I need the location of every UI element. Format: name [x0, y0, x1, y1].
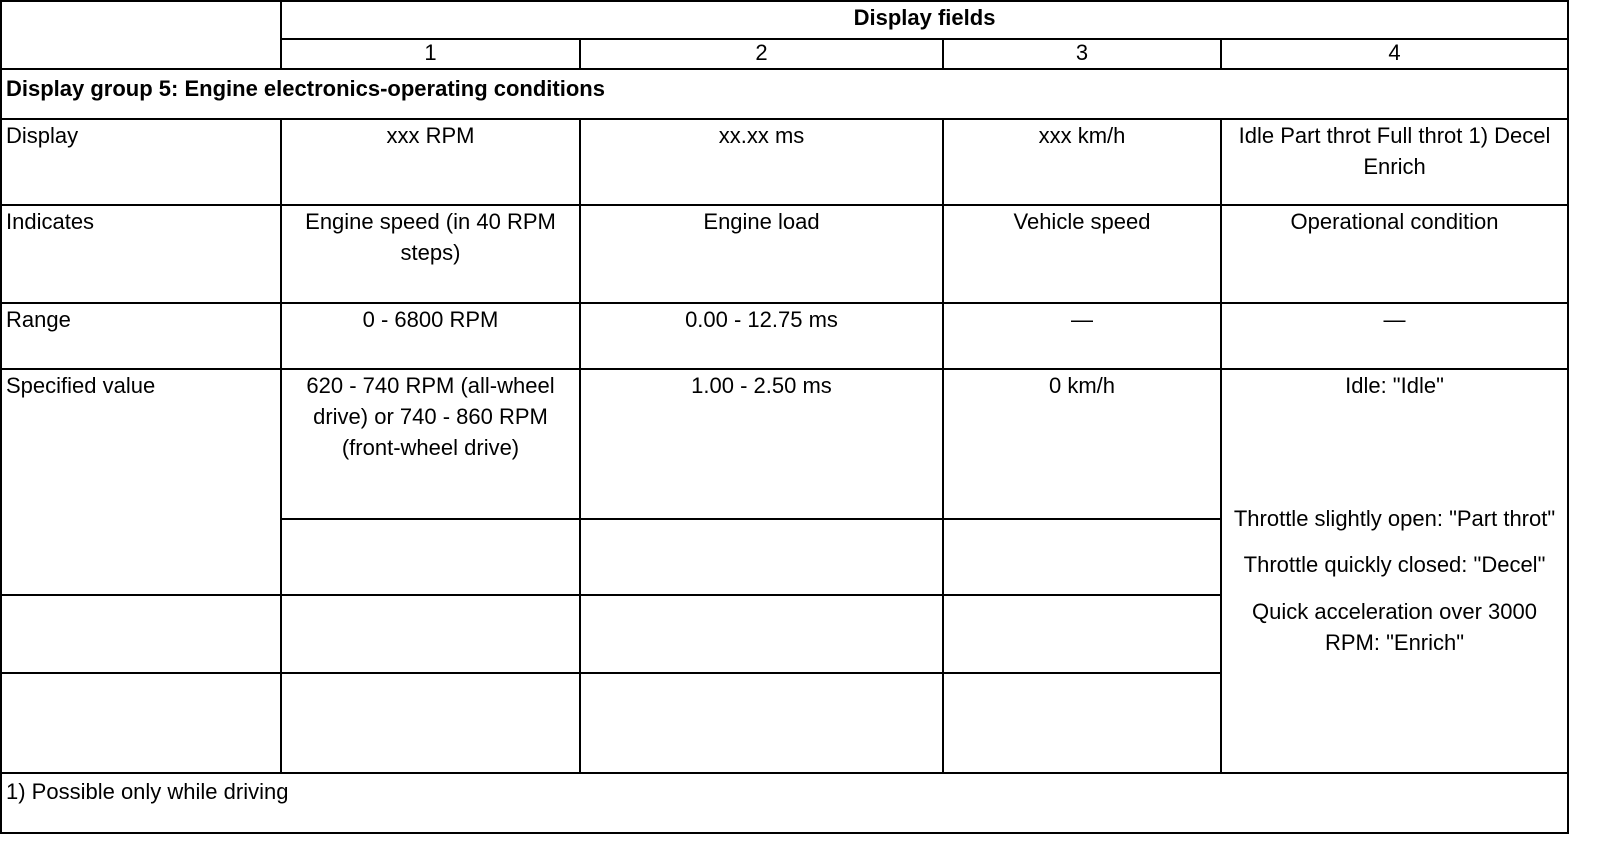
display-fields-header: Display fields: [281, 1, 1568, 39]
empty-cell: [1, 595, 281, 673]
field-number-1: 1: [281, 39, 580, 69]
header-corner-cell: [1, 1, 281, 69]
range-field-1: 0 - 6800 RPM: [281, 303, 580, 369]
empty-cell: [281, 519, 580, 595]
indicates-field-4: Operational condition: [1221, 205, 1568, 303]
range-field-4: —: [1221, 303, 1568, 369]
display-field-2: xx.xx ms: [580, 119, 943, 205]
specified-field-3: 0 km/h: [943, 369, 1221, 519]
indicates-field-2: Engine load: [580, 205, 943, 303]
row-label-specified-value: Specified value: [1, 369, 281, 595]
indicates-field-1: Engine speed (in 40 RPM steps): [281, 205, 580, 303]
empty-cell: [281, 673, 580, 773]
display-field-4: Idle Part throt Full throt 1) Decel Enrich: [1221, 119, 1568, 205]
empty-cell: [281, 595, 580, 673]
field-number-3: 3: [943, 39, 1221, 69]
empty-cell: [580, 595, 943, 673]
range-field-2: 0.00 - 12.75 ms: [580, 303, 943, 369]
row-label-range: Range: [1, 303, 281, 369]
specified-field-1: 620 - 740 RPM (all-wheel drive) or 740 - 860 RPM (front-wheel drive): [281, 369, 580, 519]
specified-conditions-cell: [1221, 369, 1568, 773]
display-field-3: xxx km/h: [943, 119, 1221, 205]
empty-cell: [580, 673, 943, 773]
display-field-1: xxx RPM: [281, 119, 580, 205]
empty-cell: [1, 673, 281, 773]
field-number-4: 4: [1221, 39, 1568, 69]
indicates-field-3: Vehicle speed: [943, 205, 1221, 303]
row-label-indicates: Indicates: [1, 205, 281, 303]
empty-cell: [943, 595, 1221, 673]
footnote: 1) Possible only while driving: [1, 773, 1568, 833]
condition-part-throt: Throttle slightly open: "Part throt": [1233, 506, 1556, 531]
empty-cell: [943, 673, 1221, 773]
condition-idle: Idle: "Idle": [1345, 373, 1444, 398]
range-field-3: —: [943, 303, 1221, 369]
field-number-2: 2: [580, 39, 943, 69]
specified-field-2: 1.00 - 2.50 ms: [580, 369, 943, 519]
section-title: Display group 5: Engine electronics-operating conditions: [1, 69, 1568, 119]
condition-enrich: Quick acceleration over 3000 RPM: "Enrich": [1252, 599, 1537, 655]
row-label-display: Display: [1, 119, 281, 205]
empty-cell: [943, 519, 1221, 595]
empty-cell: [580, 519, 943, 595]
condition-decel: Throttle quickly closed: "Decel": [1243, 552, 1546, 577]
